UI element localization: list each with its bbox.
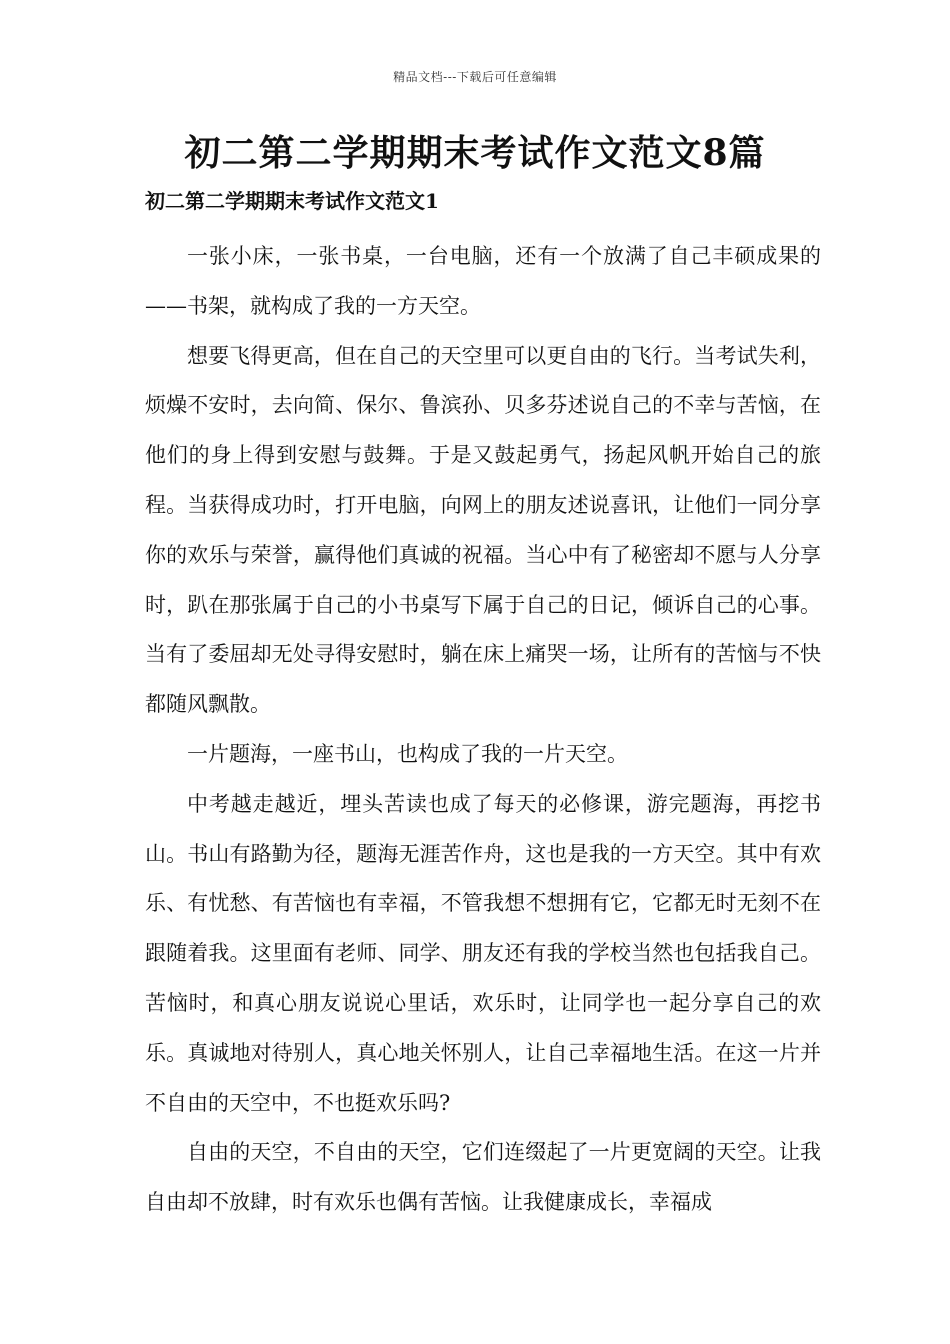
paragraph: 一片题海，一座书山，也构成了我的一片天空。 [187, 741, 628, 766]
paragraph: 想要飞得更高，但在自己的天空里可以更自由的飞行。当考试失利，烦燥不安时，去向简、保尔、鲁滨孙、贝多芬述说自己的不幸与苦恼，在他们的身上得到安慰与鼓舞。于是又鼓起勇气，扬起风帆开始自己的旅程。当获得成功时，打开电脑，向网上的朋友述说喜讯，让他们一同分享你的欢乐与荣誉，赢得他们真诚的祝福。当心中有了秘密却不愿与人分享时，趴在那张属于自己的小书桌写下属于自己的日记，倾诉自己的心事。当有了委屈却无处寻得安慰时，躺在床上痛哭一场，让所有的苦恼与不快都随风飘散。 [145, 343, 821, 717]
section-heading: 初二第二学期期末考试作文范文1 [145, 189, 439, 213]
document-title: 初二第二学期期末考试作文范文8篇 [184, 132, 766, 174]
essay-body [145, 232, 821, 1228]
paragraph: 自由的天空，不自由的天空，它们连缀起了一片更宽阔的天空。让我自由却不放肆，时有欢乐也偶有苦恼。让我健康成长，幸福成 [145, 1140, 821, 1215]
page-header-note: 精品文档---下载后可任意编辑 [393, 70, 557, 84]
paragraph: 中考越走越近，埋头苦读也成了每天的必修课，游完题海，再挖书山。书山有路勤为径，题海无涯苦作舟，这也是我的一方天空。其中有欢乐、有忧愁、有苦恼也有幸福，不管我想不想拥有它，它都无时无刻不在跟随着我。这里面有老师、同学、朋友还有我的学校当然也包括我自己。苦恼时，和真心朋友说说心里话，欢乐时，让同学也一起分享自己的欢乐。真诚地对待别人，真心地关怀别人，让自己幸福地生活。在这一片并不自由的天空中，不也挺欢乐吗? [145, 791, 821, 1115]
paragraph: 一张小床，一张书桌，一台电脑，还有一个放满了自己丰硕成果的——书架，就构成了我的一方天空。 [145, 244, 821, 318]
